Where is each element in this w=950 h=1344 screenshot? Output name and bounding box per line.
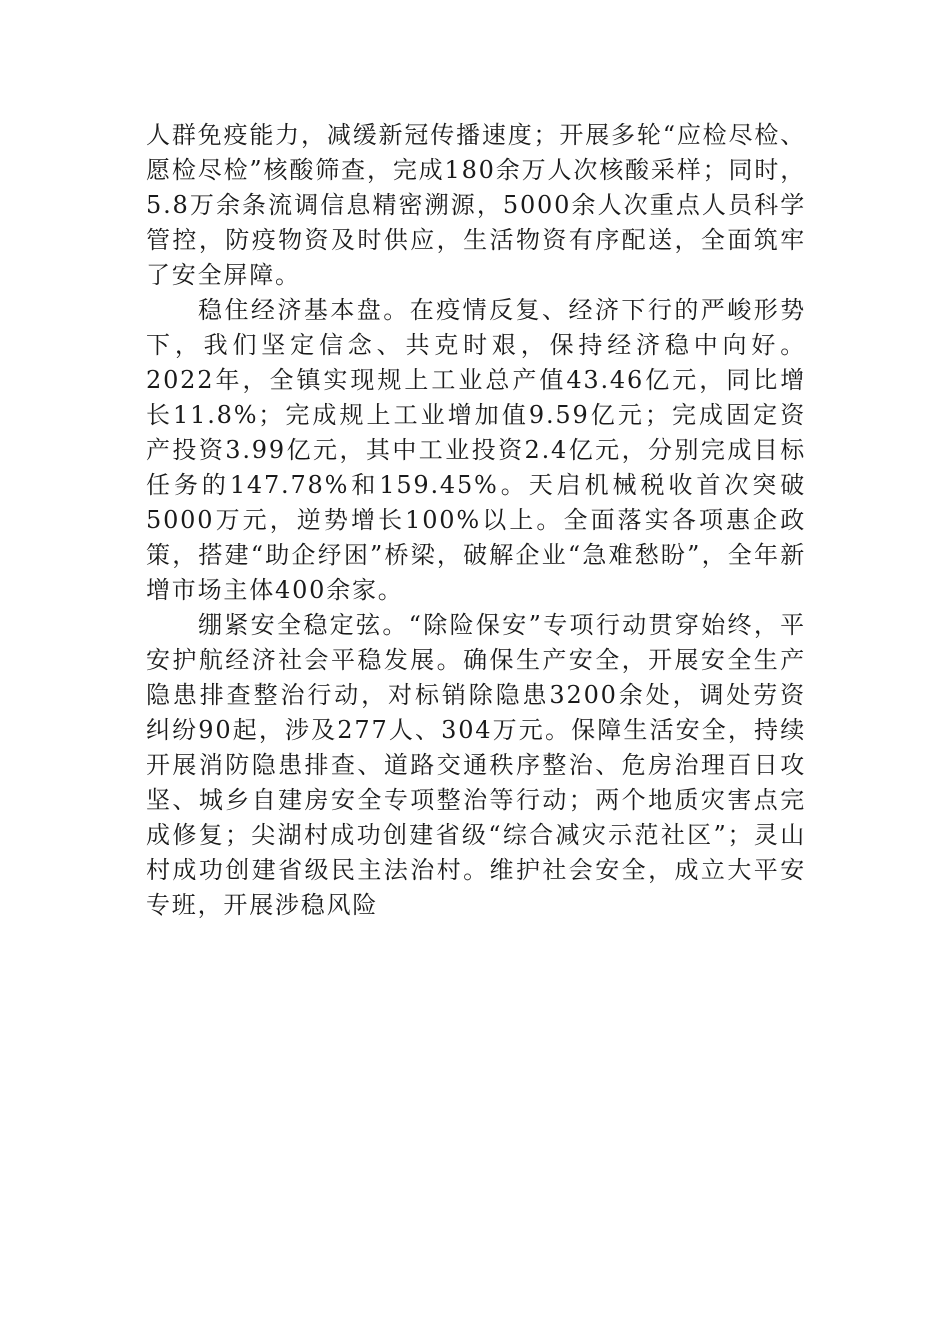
paragraph-economy: 稳住经济基本盘。在疫情反复、经济下行的严峻形势下，我们坚定信念、共克时艰，保持经济稳中向好。2022年，全镇实现规上工业总产值43.46亿元，同比增长11.8%；完成规上工业增加值9.59亿元；完成固定资产投资3.99亿元，其中工业投资2.4亿元，分别完成目标任务的147.78%和159.45%。天启机械税收首次突破5000万元，逆势增长100%以上。全面落实各项惠企政策，搭建“助企纾困”桥梁，破解企业“急难愁盼”，全年新增市场主体400余家。 (146, 296, 806, 604)
paragraph-safety-stability: 绷紧安全稳定弦。“除险保安”专项行动贯穿始终，平安护航经济社会平稳发展。确保生产安全，开展安全生产隐患排查整治行动，对标销除隐患3200余处，调处劳资纠纷90起，涉及277人、304万元。保障生活安全，持续开展消防隐患排查、道路交通秩序整治、危房治理百日攻坚、城乡自建房安全专项整治等行动；两个地质灾害点完成修复；尖湖村成功创建省级“综合减灾示范社区”；灵山村成功创建省级民主法治村。维护社会安全，成立大平安专班，开展涉稳风险 (146, 611, 806, 919)
paragraph-epidemic-prevention: 人群免疫能力，减缓新冠传播速度；开展多轮“应检尽检、愿检尽检”核酸筛查，完成180余万人次核酸采样；同时，5.8万余条流调信息精密溯源，5000余人次重点人员科学管控，防疫物资及时供应，生活物资有序配送，全面筑牢了安全屏障。 (146, 121, 806, 289)
document-body (146, 118, 806, 923)
